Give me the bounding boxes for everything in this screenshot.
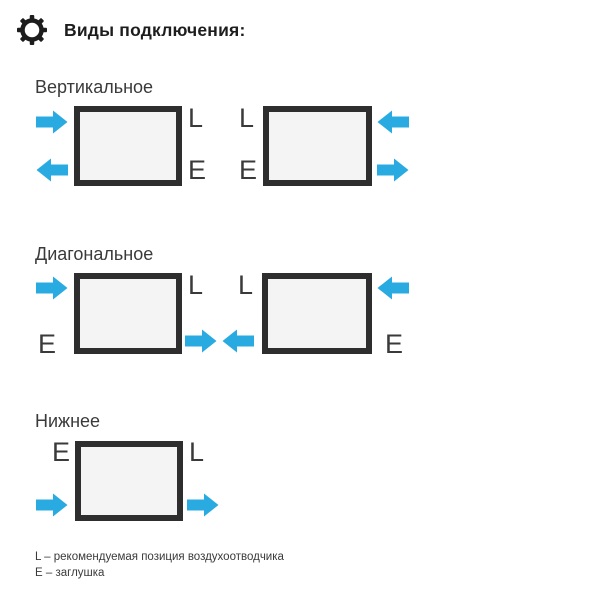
gear-icon xyxy=(16,14,48,46)
flow-arrow-right-icon xyxy=(185,329,217,353)
radiator-box xyxy=(74,273,182,354)
port-label: L xyxy=(188,270,204,300)
radiator-box xyxy=(263,106,372,186)
port-label: E xyxy=(239,155,258,185)
section-title-diagonal: Диагональное xyxy=(35,244,154,264)
flow-arrow-left-icon xyxy=(222,329,254,353)
port-label: L xyxy=(189,437,205,467)
radiator-box xyxy=(74,106,182,186)
flow-arrow-right-icon xyxy=(36,110,68,134)
flow-arrow-left-icon xyxy=(377,276,409,300)
legend-line-e: E – заглушка xyxy=(35,567,105,579)
section-title-bottom: Нижнее xyxy=(35,411,101,431)
section-title-vertical: Вертикальное xyxy=(35,77,154,97)
port-label: E xyxy=(385,329,404,359)
flow-arrow-left-icon xyxy=(36,158,68,182)
radiator-box xyxy=(75,441,183,521)
port-label: E xyxy=(38,329,57,359)
flow-arrow-right-icon xyxy=(377,158,409,182)
flow-arrow-right-icon xyxy=(36,276,68,300)
flow-arrow-right-icon xyxy=(187,493,219,517)
port-label: L xyxy=(239,103,255,133)
header xyxy=(16,14,245,46)
legend-line-l: L – рекомендуемая позиция воздухоотводчика xyxy=(35,551,284,563)
port-label: L xyxy=(188,103,204,133)
flow-arrow-right-icon xyxy=(36,493,68,517)
page-title: Виды подключения: xyxy=(64,19,246,40)
port-label: E xyxy=(188,155,207,185)
port-label: E xyxy=(52,437,71,467)
legend xyxy=(35,549,284,581)
flow-arrow-left-icon xyxy=(377,110,409,134)
port-label: L xyxy=(238,270,254,300)
radiator-box xyxy=(262,273,372,354)
